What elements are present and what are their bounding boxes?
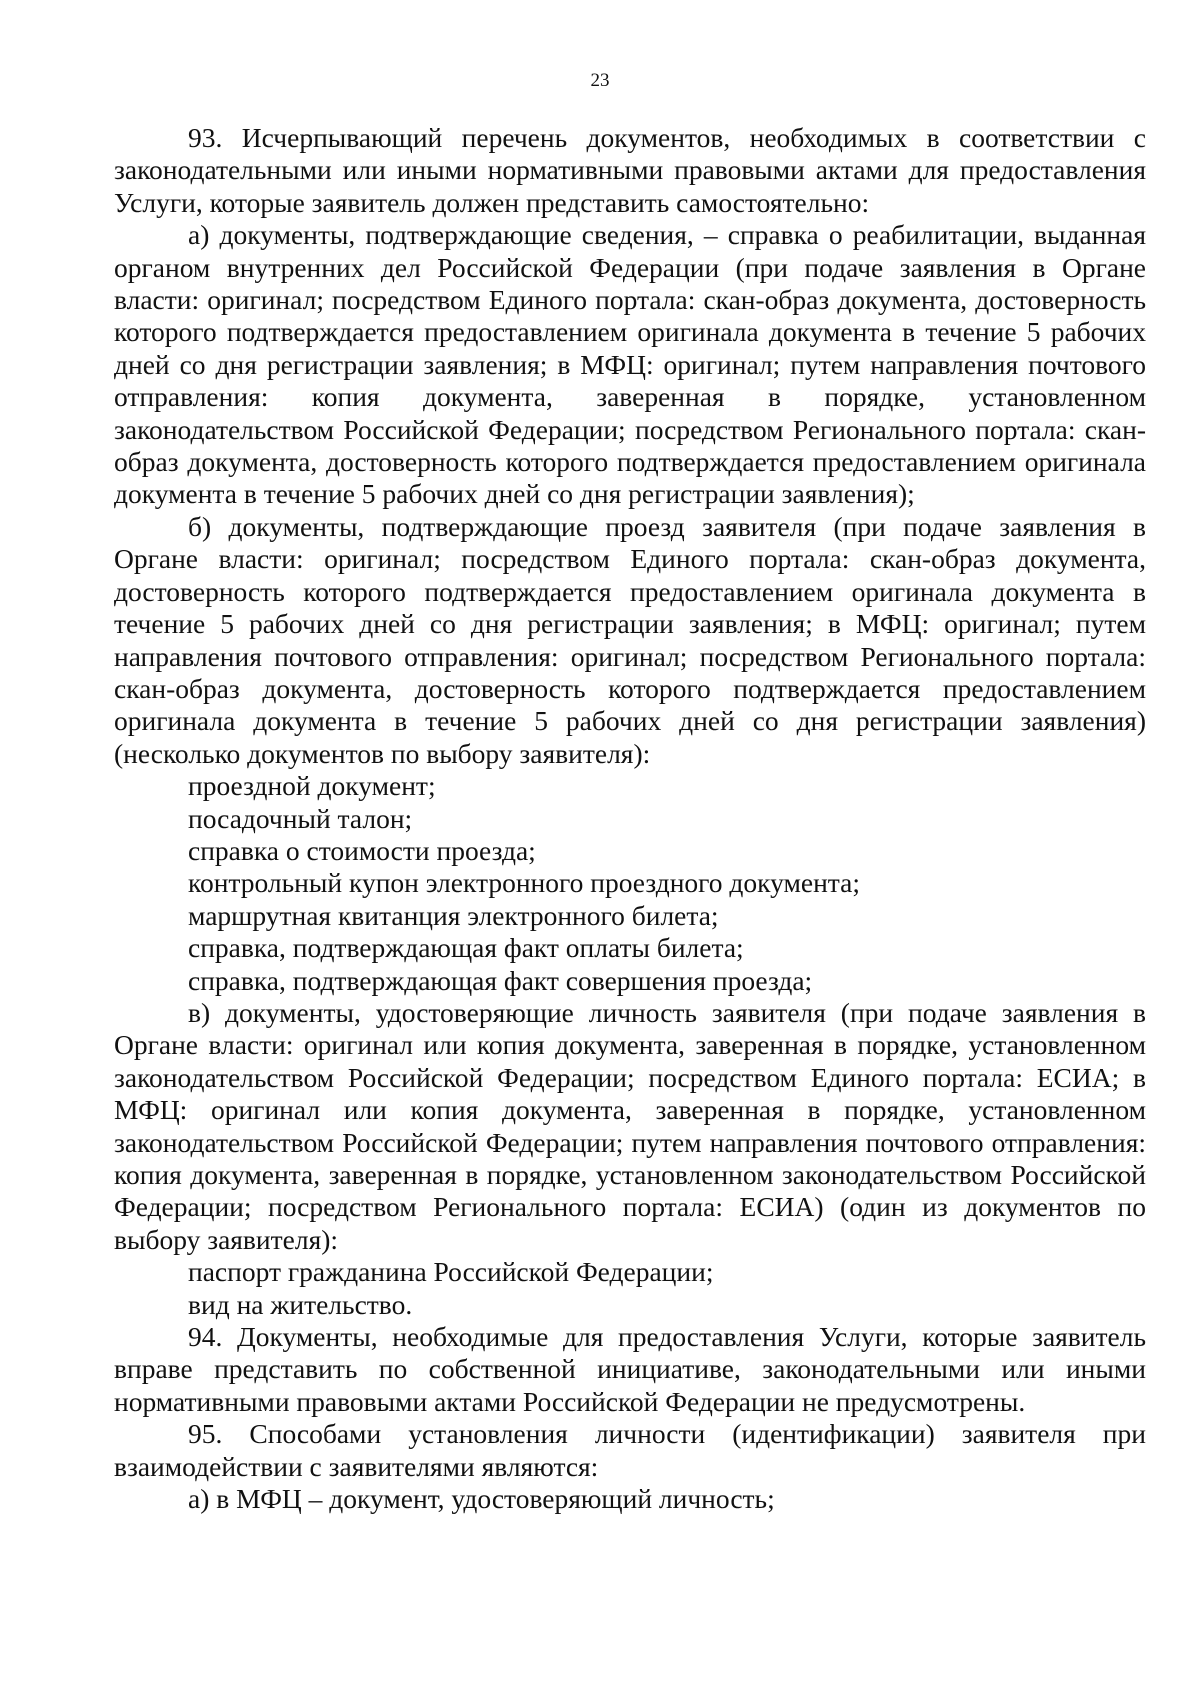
list-item: паспорт гражданина Российской Федерации; bbox=[188, 1256, 714, 1288]
page-number: 23 bbox=[590, 70, 610, 91]
list-item: справка, подтверждающая факт совершения проезда; bbox=[188, 964, 813, 996]
paragraph-93-b: б) документы, подтверждающие проезд заявителя (при подаче заявления в Органе власти: оригинал; посредством Единого портала: скан-образ документа, достоверность которого подтверждается предоставлением оригинала документа в течение 5 рабочих дней со дня регистрации заявления; в МФЦ: оригинал; путем направления почтового отправления: оригинал; посредством Регионального портала: скан-образ документа, достоверность которого подтверждается предоставлением оригинала документа в течение 5 рабочих дней со дня регистрации заявления) (несколько документов по выбору заявителя): bbox=[114, 510, 1146, 769]
paragraph-94: 94. Документы, необходимые для предоставления Услуги, которые заявитель вправе представить по собственной инициативе, законодательными или иными нормативными правовыми актами Российской Федерации не предусмотрены. bbox=[114, 1321, 1146, 1417]
paragraph-95: 95. Способами установления личности (идентификации) заявителя при взаимодействии с заявителями являются: bbox=[114, 1418, 1146, 1482]
list-item: справка, подтверждающая факт оплаты билета; bbox=[188, 932, 744, 964]
list-item: посадочный талон; bbox=[188, 802, 413, 834]
list-item: справка о стоимости проезда; bbox=[188, 834, 536, 866]
list-item: контрольный купон электронного проездного документа; bbox=[188, 867, 861, 899]
paragraph-93: 93. Исчерпывающий перечень документов, необходимых в соответствии с законодательными или иными нормативными правовыми актами для предоставления Услуги, которые заявитель должен представить самостоятельно: bbox=[114, 122, 1146, 218]
list-item: маршрутная квитанция электронного билета; bbox=[188, 899, 719, 931]
list-item: вид на жительство. bbox=[188, 1288, 413, 1320]
list-item: проездной документ; bbox=[188, 770, 436, 802]
document-body bbox=[114, 122, 1146, 1515]
paragraph-93-v: в) документы, удостоверяющие личность заявителя (при подаче заявления в Органе власти: оригинал или копия документа, заверенная в порядке, установленном законодательством Российской Федерации; посредством Единого портала: ЕСИА; в МФЦ: оригинал или копия документа, заверенная в порядке, установленном законодательством Российской Федерации; путем направления почтового отправления: копия документа, заверенная в порядке, установленном законодательством Российской Федерации; посредством Регионального портала: ЕСИА) (один из документов по выбору заявителя): bbox=[114, 996, 1146, 1255]
paragraph-93-a: а) документы, подтверждающие сведения, – справка о реабилитации, выданная органом внутренних дел Российской Федерации (при подаче заявления в Органе власти: оригинал; посредством Единого портала: скан-образ документа, достоверность которого подтверждается предоставлением оригинала документа в течение 5 рабочих дней со дня регистрации заявления; в МФЦ: оригинал; путем направления почтового отправления: копия документа, заверенная в порядке, установленном законодательством Российской Федерации; посредством Регионального портала: скан-образ документа, достоверность которого подтверждается предоставлением оригинала документа в течение 5 рабочих дней со дня регистрации заявления); bbox=[114, 219, 1146, 510]
paragraph-95-a: а) в МФЦ – документ, удостоверяющий личность; bbox=[188, 1483, 775, 1515]
